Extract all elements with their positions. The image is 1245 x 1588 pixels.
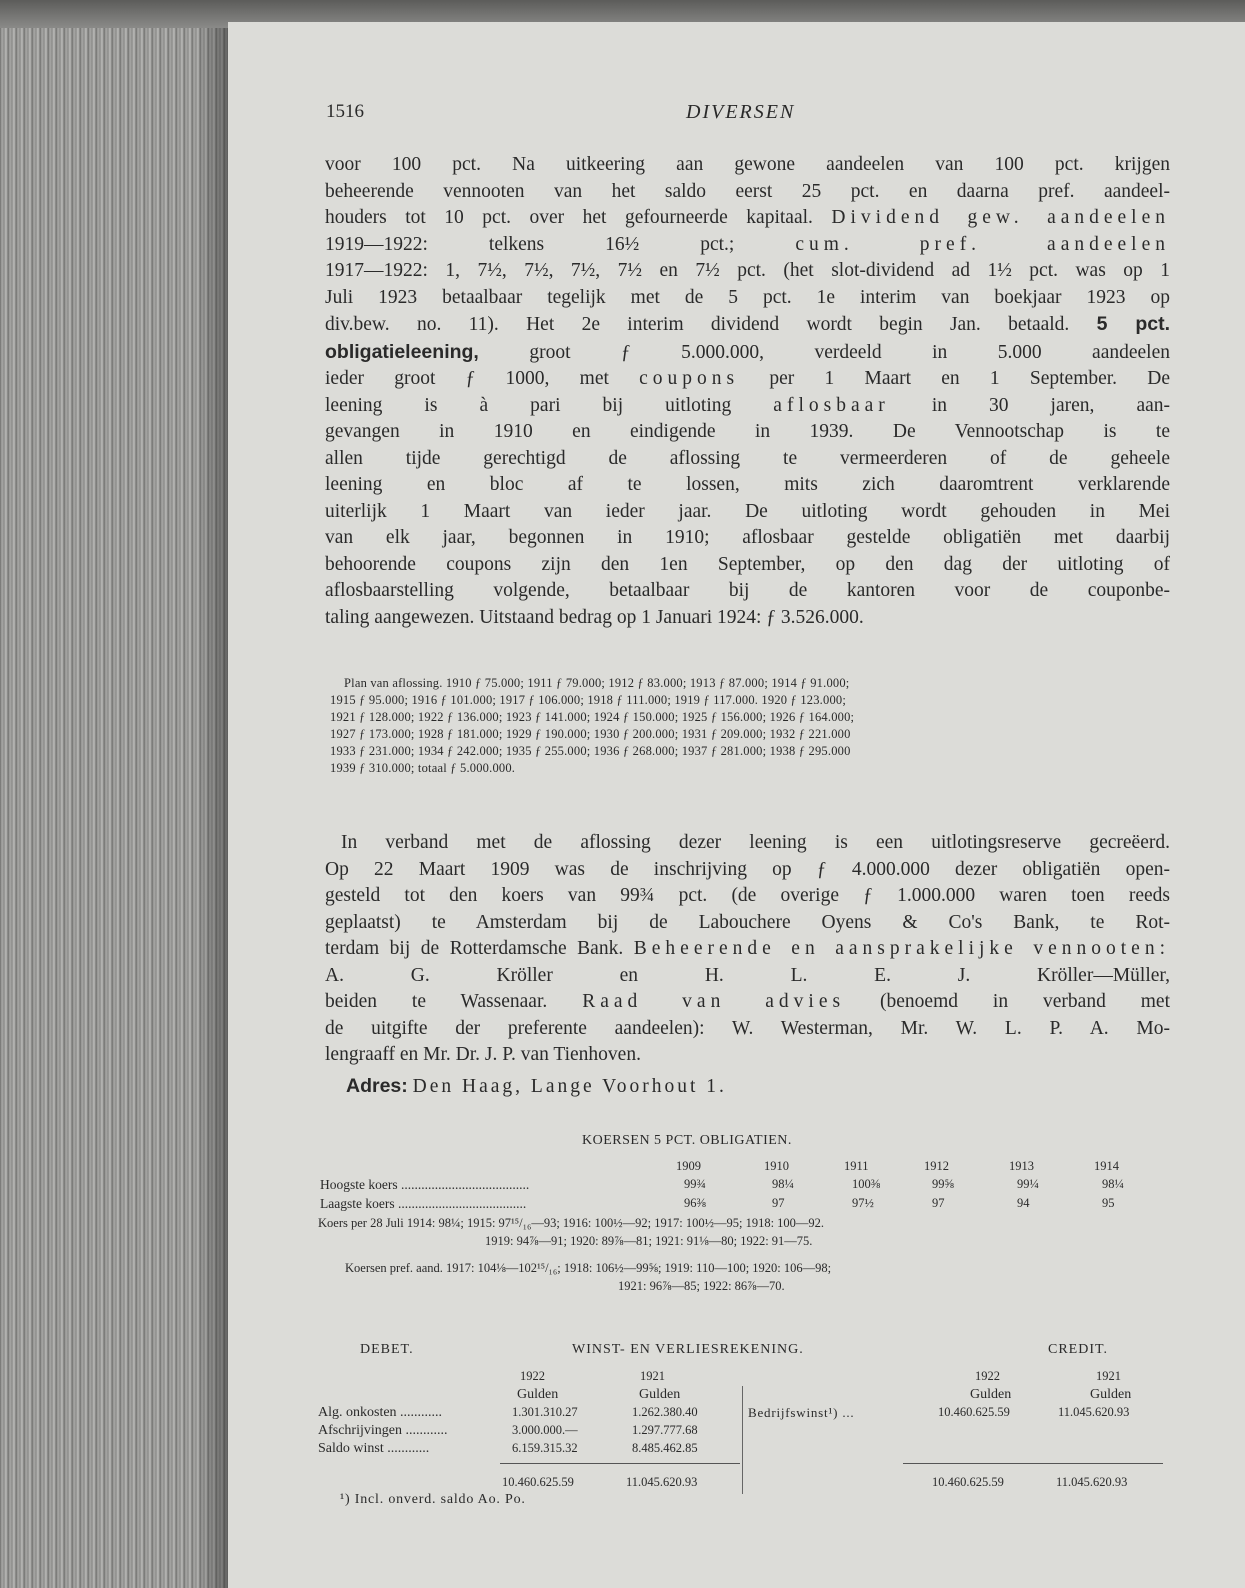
koersen-cell: 99¼ (1017, 1177, 1039, 1191)
text-line: 1919—1922: telkens 16½ pct.; cum. pref. aandeelen (325, 233, 1170, 255)
koersen-pref-line: Koersen pref. aand. 1917: 104⅛—102¹⁵/₁₆; 1918: 106½—99⅝; 1919: 110—100; 1920: 106—98; (345, 1261, 832, 1275)
credit-row-label: Bedrijfswinst¹) ... (748, 1405, 855, 1420)
text-line: terdam bij de Rotterdamsche Bank. Beheerende en aansprakelijke vennooten: (325, 938, 1171, 959)
plan-van-aflossing (330, 675, 1170, 777)
debet-cell-1921: 1.262.380.40 (632, 1405, 698, 1419)
debet-year-1922: 1922 (520, 1369, 545, 1383)
credit-year-1922: 1922 (975, 1369, 1000, 1383)
debet-total-1921: 11.045.620.93 (626, 1475, 698, 1489)
text-line: beheerende vennooten van het saldo eerst 25 pct. en daarna pref. aandeel- (325, 180, 1170, 202)
koersen-cell: 99¾ (684, 1177, 706, 1191)
koersen-cell: 96⅜ (684, 1196, 706, 1210)
koersen-title: KOERSEN 5 PCT. OBLIGATIEN. (582, 1133, 792, 1148)
debet-cell-1922: 1.301.310.27 (512, 1405, 578, 1419)
address-line (346, 1075, 727, 1098)
text-line: Juli 1923 betaalbaar tegelijk met de 5 pct. 1e interim van boekjaar 1923 op (325, 286, 1170, 308)
debet-unit-1922: Gulden (517, 1387, 559, 1402)
text-line: uiterlijk 1 Maart van ieder jaar. De uitloting wordt gehouden in Mei (325, 500, 1170, 522)
koersen-year: 1911 (844, 1159, 869, 1173)
footnote: ¹) Incl. onverd. saldo Ao. Po. (340, 1492, 526, 1507)
text-line: In verband met de aflossing dezer leening is een uitlotingsreserve gecreëerd. (341, 832, 1170, 853)
account-divider (742, 1386, 743, 1494)
text-line: taling aangewezen. Uitstaand bedrag op 1 Januari 1924: ƒ 3.526.000. (325, 606, 864, 628)
koersen-cell: 98¼ (772, 1177, 794, 1191)
koersen-cell: 95 (1102, 1196, 1115, 1210)
koersen-per-line: Koers per 28 Juli 1914: 98¼; 1915: 97¹⁵/₁₆—93; 1916: 100½—92; 1917: 100½—95; 1918: 100—92. (318, 1216, 825, 1230)
credit-total-rule (903, 1463, 1163, 1464)
text-line: gevangen in 1910 en eindigende in 1939. De Vennootschap is te (325, 421, 1170, 442)
debet-total-1922: 10.460.625.59 (502, 1475, 574, 1489)
koersen-year: 1913 (1009, 1159, 1034, 1173)
koersen-year: 1912 (924, 1159, 949, 1173)
text-line: leening en bloc af te lossen, mits zich daaromtrent verklarende (325, 474, 1170, 495)
debet-unit-1921: Gulden (639, 1387, 681, 1402)
credit-year-1921: 1921 (1096, 1369, 1121, 1383)
debet-year-1921: 1921 (640, 1369, 665, 1383)
plan-line: 1927 ƒ 173.000; 1928 ƒ 181.000; 1929 ƒ 190.000; 1930 ƒ 200.000; 1931 ƒ 209.000; 1932 ƒ 221.000 (330, 727, 851, 741)
debet-row-label: Alg. onkosten ............ (318, 1405, 443, 1420)
credit-cell-1922: 10.460.625.59 (938, 1405, 1010, 1419)
text-line: geplaatst) te Amsterdam bij de Labouchere Oyens & Co's Bank, te Rot- (325, 911, 1170, 933)
credit-unit-1921: Gulden (1090, 1387, 1132, 1402)
text-line: A. G. Kröller en H. L. E. J. Kröller—Müller, (325, 964, 1170, 986)
koersen-cell: 97 (932, 1196, 945, 1210)
text-line: aflosbaarstelling volgende, betaalbaar bij de kantoren voor de couponbe- (325, 580, 1170, 601)
koersen-per-line: 1919: 94⅞—91; 1920: 89⅞—81; 1921: 91⅛—80; 1922: 91—75. (485, 1234, 813, 1248)
winst-title: WINST- EN VERLIESREKENING. (572, 1342, 804, 1357)
text-line: behoorende coupons zijn den 1en September, op den dag der uitloting of (325, 553, 1170, 575)
text-line: de uitgifte der preferente aandeelen): W. Westerman, Mr. W. L. P. A. Mo- (325, 1017, 1170, 1039)
koersen-cell: 99⅝ (932, 1177, 954, 1191)
paragraph-dividend-obligatie (325, 152, 1170, 631)
text-line: houders tot 10 pct. over het gefourneerde kapitaal. Dividend gew. aandeelen (325, 207, 1171, 228)
koersen-year: 1910 (764, 1159, 789, 1173)
page-number: 1516 (326, 101, 364, 122)
text-line: div.bew. no. 11). Het 2e interim dividend wordt begin Jan. betaald. 5 pct. (325, 313, 1171, 335)
plan-line: 1933 ƒ 231.000; 1934 ƒ 242.000; 1935 ƒ 255.000; 1936 ƒ 268.000; 1937 ƒ 281.000; 1938 ƒ 295.000 (330, 744, 851, 758)
koersen-row-label: Laagste koers ...................................... (320, 1196, 527, 1211)
text-line: obligatieleening, groot ƒ 5.000.000, verdeeld in 5.000 aandeelen (325, 340, 1170, 363)
text-line: van elk jaar, begonnen in 1910; aflosbaar gestelde obligatiën met daarbij (325, 527, 1170, 548)
koersen-cell: 97 (772, 1196, 785, 1210)
debet-total-rule (500, 1463, 740, 1464)
koersen-cell: 94 (1017, 1196, 1030, 1210)
text-line: gesteld tot den koers van 99¾ pct. (de overige ƒ 1.000.000 waren toen reeds (325, 885, 1170, 906)
koersen-pref-line: 1921: 96⅞—85; 1922: 86⅞—70. (618, 1279, 785, 1293)
credit-unit-1922: Gulden (970, 1387, 1012, 1402)
debet-cell-1922: 6.159.315.32 (512, 1441, 578, 1455)
plan-line: 1939 ƒ 310.000; totaal ƒ 5.000.000. (330, 761, 516, 775)
running-title: DIVERSEN (686, 101, 796, 123)
koersen-year: 1914 (1094, 1159, 1119, 1173)
text-line: allen tijde gerechtigd de aflossing te vermeerderen of de geheele (325, 447, 1170, 469)
debet-row-label: Saldo winst ............ (318, 1441, 430, 1456)
plan-line: Plan van aflossing. 1910 ƒ 75.000; 1911 ƒ 79.000; 1912 ƒ 83.000; 1913 ƒ 87.000; 1914 ƒ 91.000; (344, 676, 850, 690)
credit-label: CREDIT. (1048, 1342, 1109, 1357)
text-line: Op 22 Maart 1909 was de inschrijving op ƒ 4.000.000 dezer obligatiën open- (325, 858, 1170, 880)
text-line: ieder groot ƒ 1000, met coupons per 1 Maart en 1 September. De (325, 368, 1171, 389)
debet-row-label: Afschrijvingen ............ (318, 1423, 448, 1438)
koersen-cell: 98¼ (1102, 1177, 1124, 1191)
credit-total-1922: 10.460.625.59 (932, 1475, 1004, 1489)
plan-line: 1921 ƒ 128.000; 1922 ƒ 136.000; 1923 ƒ 141.000; 1924 ƒ 150.000; 1925 ƒ 156.000; 1926 ƒ 164.000; (330, 710, 855, 724)
koersen-cell: 97½ (852, 1196, 874, 1210)
text-line: lengraaff en Mr. Dr. J. P. van Tienhoven. (325, 1044, 641, 1065)
debet-label: DEBET. (360, 1342, 414, 1357)
debet-cell-1922: 3.000.000.— (512, 1423, 578, 1437)
koersen-cell: 100⅜ (852, 1177, 881, 1191)
address-label: Adres: (346, 1075, 408, 1097)
text-line: leening is à pari bij uitloting aflosbaar in 30 jaren, aan- (325, 394, 1170, 416)
plan-line: 1915 ƒ 95.000; 1916 ƒ 101.000; 1917 ƒ 106.000; 1918 ƒ 111.000; 1919 ƒ 117.000. 1920 ƒ 123.000; (330, 693, 847, 707)
koersen-row-label: Hoogste koers ...................................... (320, 1177, 530, 1192)
text-line: 1917—1922: 1, 7½, 7½, 7½, 7½ en 7½ pct. (het slot-dividend ad 1½ pct. was op 1 (325, 260, 1170, 281)
debet-cell-1921: 1.297.777.68 (632, 1423, 698, 1437)
credit-cell-1921: 11.045.620.93 (1058, 1405, 1130, 1419)
text-line: voor 100 pct. Na uitkeering aan gewone aandeelen van 100 pct. krijgen (325, 154, 1170, 175)
debet-cell-1921: 8.485.462.85 (632, 1441, 698, 1455)
credit-total-1921: 11.045.620.93 (1056, 1475, 1128, 1489)
koersen-year: 1909 (676, 1159, 701, 1173)
paragraph-uitloting-beheer (325, 830, 1170, 1069)
address-value: Den Haag, Lange Voorhout 1. (412, 1076, 727, 1097)
text-line: beiden te Wassenaar. Raad van advies (benoemd in verband met (325, 991, 1171, 1012)
